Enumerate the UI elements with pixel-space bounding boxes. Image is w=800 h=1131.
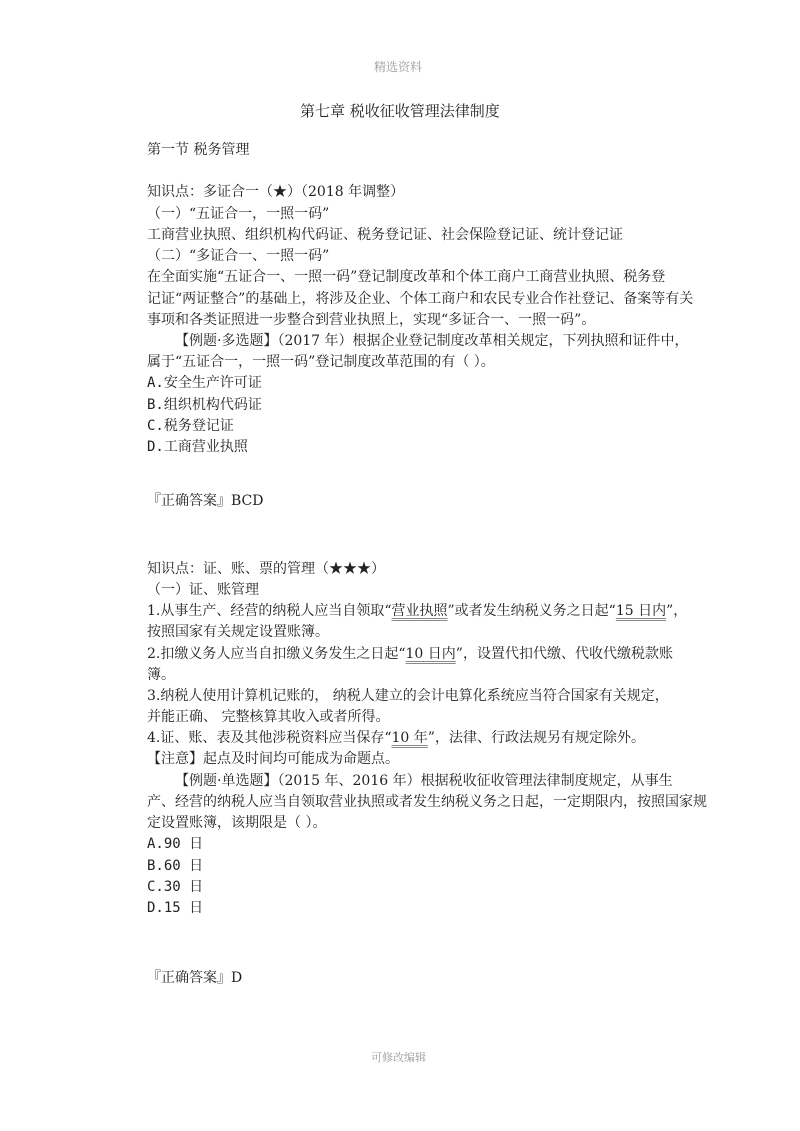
kp2-item2-text-a: 2.扣缴义务人应当自扣缴义务发生之日起“ [147,646,406,662]
kp2-item1-line1 [147,601,687,621]
kp2-question-line2: 产、经营的纳税人应当自领取营业执照或者发生纳税义务之日起，一定期限内，按照国家规 [147,794,707,810]
kp2-item2-line1 [147,644,673,664]
kp2-option-d: D.15 日 [147,900,204,916]
kp1-list: 工商营业执照、组织机构代码证、税务登记证、社会保险登记证、统计登记证 [147,227,623,243]
kp2-item4-line1 [147,728,645,748]
kp2-item2-text-c: ”，设置代扣代缴、代收代缴税款账 [455,646,673,662]
kp2-item4-text-a: 4.证、账、表及其他涉税资料应当保存“ [147,730,392,746]
kp1-sub1: （一）“五证合一，一照一码” [147,206,330,222]
kp1-question-line2: 属于“五证合一，一照一码”登记制度改革范围的有（ ）。 [147,354,495,370]
chapter-title: 第七章 税收征收管理法律制度 [300,102,500,120]
kp1-option-d: D.工商营业执照 [147,439,248,455]
kp2-item3-line2: 并能正确、 完整核算其收入或者所得。 [147,709,390,725]
kp2-note: 【注意】起点及时间均可能成为命题点。 [147,751,399,767]
kp2-question-line3: 定设置账簿，该期限是（ ）。 [147,815,327,831]
kp2-option-c: C.30 日 [147,879,204,895]
kp2-sub1: （一）证、账管理 [147,582,259,598]
page-header: 精选资料 [374,60,423,74]
section-title: 第一节 税务管理 [147,142,250,158]
kp2-item4-highlight-years: 10 年 [391,730,428,746]
kp2-option-b: B.60 日 [147,858,204,874]
kp2-item1-highlight-days: 15 日内 [615,603,667,619]
kp2-item1-text-a: 1.从事生产、经营的纳税人应当自领取“ [147,603,392,619]
kp2-item4-text-c: ”，法律、行政法规另有规定除外。 [427,730,645,746]
kp1-para-line1: 在全面实施“五证合一、一照一码”登记制度改革和个体工商户工商营业执照、税务登 [147,269,666,285]
kp1-option-b: B.组织机构代码证 [147,397,262,413]
kp1-title: 知识点：多证合一（★）（2018 年调整） [147,184,405,200]
kp1-para-line3: 事项和各类证照进一步整合到营业执照上，实现“多证合一、一照一码”。 [147,312,596,328]
kp1-question-line1: 【例题·多选题】（2017 年）根据企业登记制度改革相关规定，下列执照和证件中， [175,333,689,349]
kp2-question-line1: 【例题·单选题】（2015 年、2016 年）根据税收征收管理法律制度规定，从事生 [175,773,673,789]
kp2-item1-text-e: ”， [666,603,688,619]
kp2-item1-highlight-license: 营业执照 [391,603,448,619]
kp2-option-a: A.90 日 [147,836,204,852]
kp2-answer: 『正确答案』D [147,970,243,986]
kp2-item2-highlight-days: 10 日内 [405,646,456,662]
page-footer: 可修改编辑 [371,1051,426,1064]
kp2-title: 知识点：证、账、票的管理（★★★） [147,561,385,577]
kp2-item1-text-c: ”或者发生纳税义务之日起“ [447,603,616,619]
kp1-answer: 『正确答案』BCD [147,493,264,509]
kp1-option-c: C.税务登记证 [147,418,234,434]
kp1-para-line2: 记证“两证整合”的基础上，将涉及企业、个体工商户和农民专业合作社登记、备案等有关 [147,291,694,307]
kp1-sub2: （二）“多证合一、一照一码” [147,248,330,264]
kp2-item2-line2: 簿。 [147,667,175,683]
kp2-item3-line1: 3.纳税人使用计算机记账的， 纳税人建立的会计电算化系统应当符合国家有关规定， [147,688,669,704]
kp1-option-a: A.安全生产许可证 [147,375,262,391]
kp2-item1-line2: 按照国家有关规定设置账簿。 [147,624,329,640]
